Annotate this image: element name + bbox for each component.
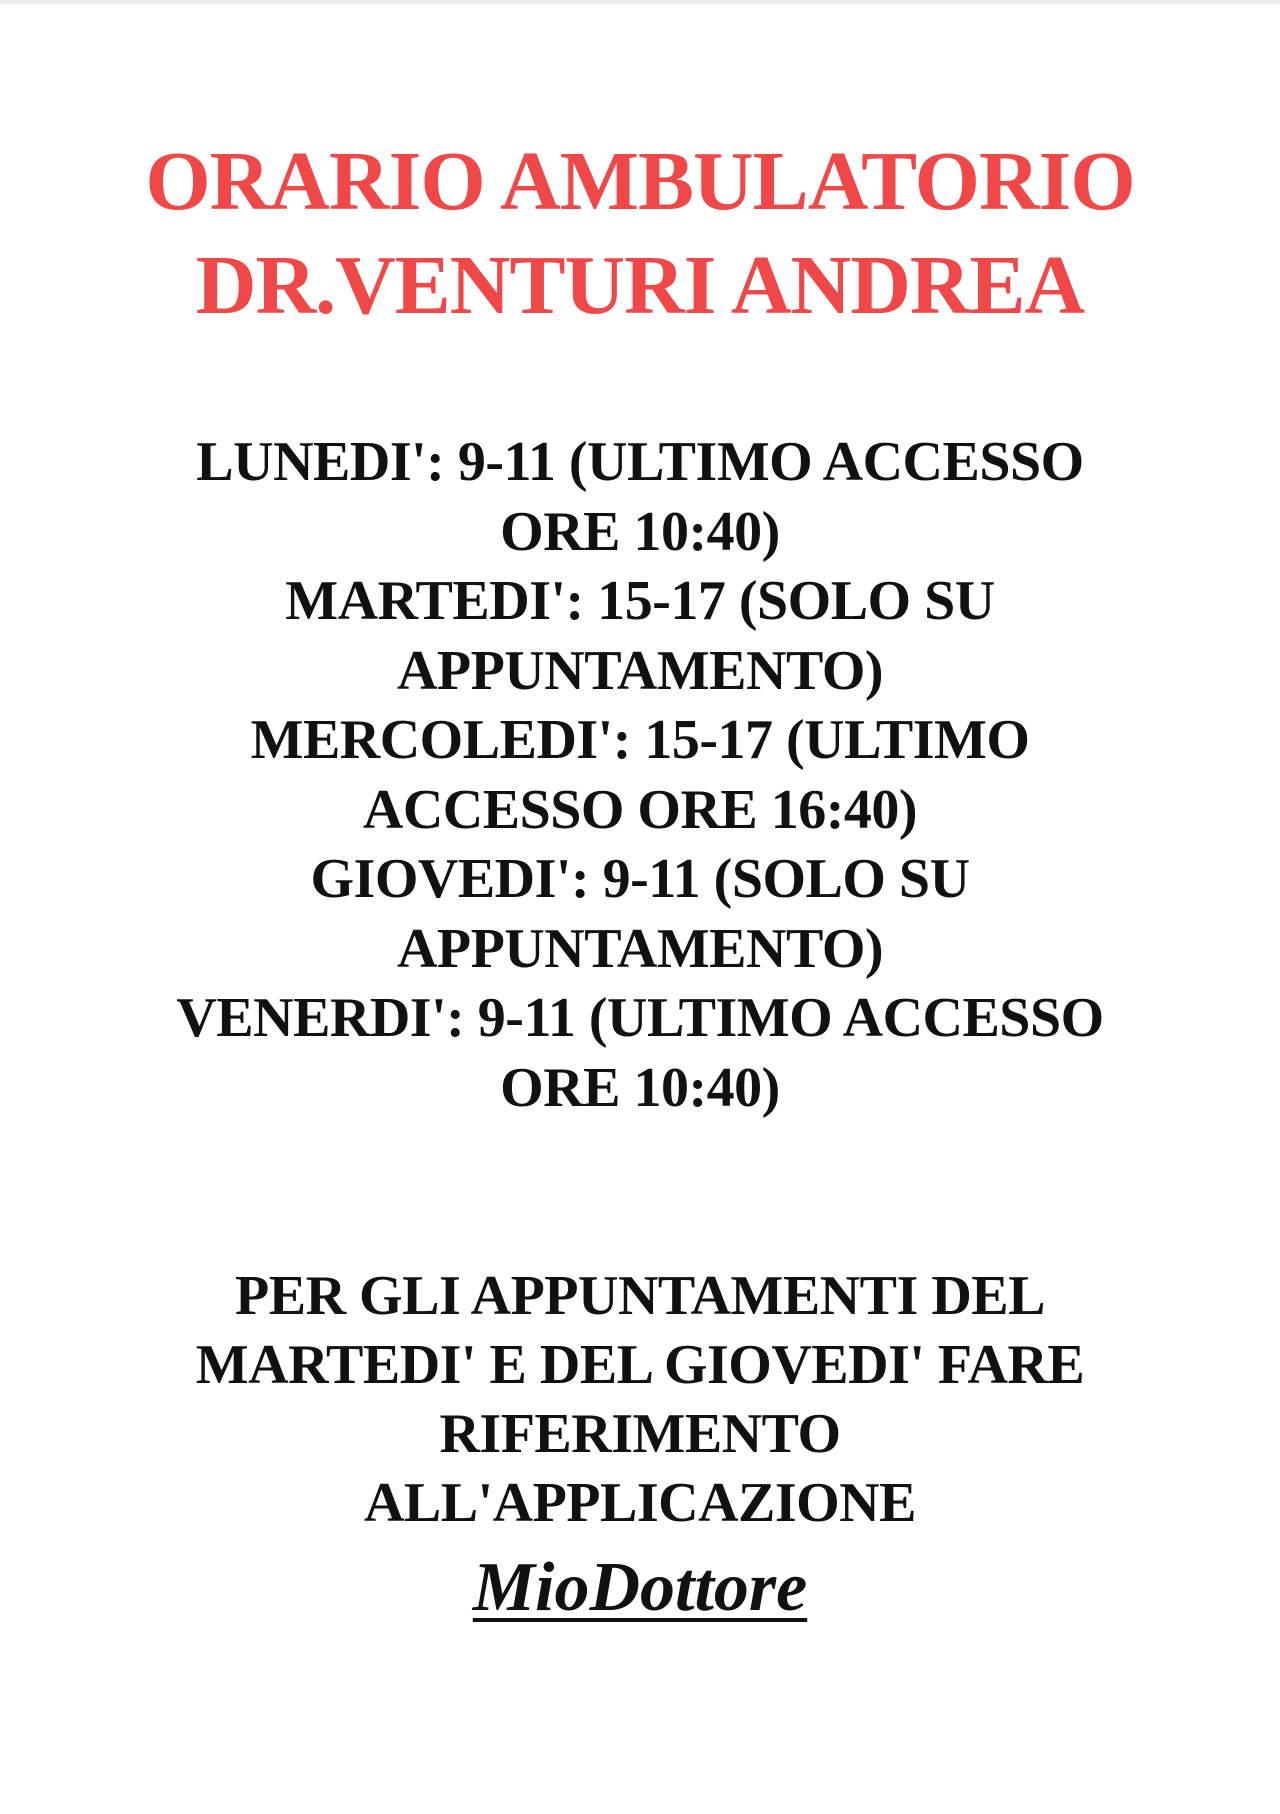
note-line-1: PER GLI APPUNTAMENTI DEL	[235, 1265, 1045, 1327]
appointment-note	[0, 1262, 1280, 1538]
schedule-line-monday: LUNEDI': 9-11 (ULTIMO ACCESSO	[196, 431, 1084, 493]
schedule-line-tuesday-cont: APPUNTAMENTO)	[396, 639, 884, 702]
note-line-3: RIFERIMENTO	[439, 1403, 841, 1465]
title-line-1: ORARIO AMBULATORIO	[145, 135, 1135, 228]
schedule-line-thursday-cont: APPUNTAMENTO)	[396, 917, 884, 980]
page-title	[0, 130, 1280, 338]
title-line-2: DR.VENTURI ANDREA	[195, 239, 1085, 332]
opening-hours-list	[0, 428, 1280, 1123]
note-line-4: ALL'APPLICAZIONE	[363, 1472, 917, 1534]
schedule-line-tuesday: MARTEDI': 15-17 (SOLO SU	[285, 570, 995, 632]
schedule-line-thursday: GIOVEDI': 9-11 (SOLO SU	[310, 848, 970, 910]
app-name: MioDottore	[472, 1549, 808, 1626]
schedule-line-friday: VENERDI': 9-11 (ULTIMO ACCESSO	[176, 987, 1104, 1049]
schedule-line-monday-cont: ORE 10:40)	[500, 500, 780, 563]
schedule-line-wednesday-cont: ACCESSO ORE 16:40)	[362, 778, 918, 841]
schedule-line-wednesday: MERCOLEDI': 15-17 (ULTIMO	[250, 709, 1030, 771]
note-line-2: MARTEDI' E DEL GIOVEDI' FARE	[195, 1334, 1085, 1396]
schedule-line-friday-cont: ORE 10:40)	[500, 1056, 780, 1119]
app-name-block	[0, 1548, 1280, 1628]
